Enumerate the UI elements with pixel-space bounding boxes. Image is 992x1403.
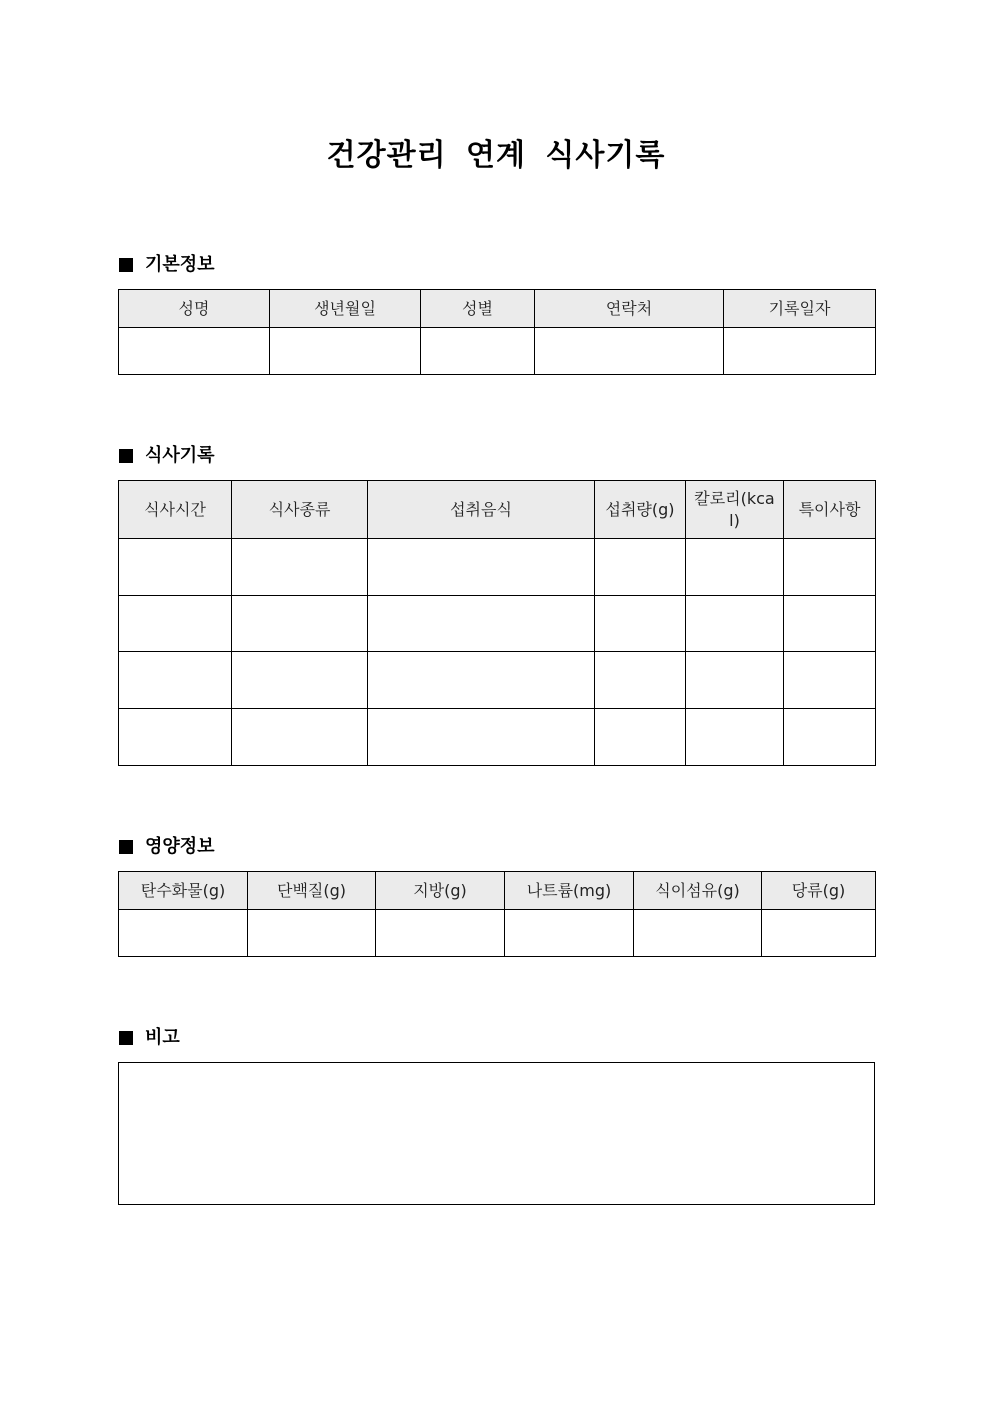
birthdate-field[interactable] <box>270 328 421 375</box>
section-heading-remarks: 비고 <box>145 1027 180 1048</box>
meal-type-field[interactable] <box>232 539 368 596</box>
col-header-record-date: 기록일자 <box>724 290 876 328</box>
section-basic-info <box>119 253 215 277</box>
table-header-row <box>119 872 876 910</box>
table-header-row <box>119 290 876 328</box>
table-header-row <box>119 481 876 539</box>
notes-field[interactable] <box>784 539 876 596</box>
section-nutrition-info <box>119 835 215 859</box>
col-header-meal-type: 식사종류 <box>232 481 368 539</box>
carbohydrate-field[interactable] <box>119 910 248 957</box>
name-field[interactable] <box>119 328 270 375</box>
basic-info-table <box>118 289 876 375</box>
col-header-sugar: 당류(g) <box>762 872 876 910</box>
col-header-protein: 단백질(g) <box>248 872 376 910</box>
black-square-icon <box>119 258 133 272</box>
table-row <box>119 910 876 957</box>
col-header-fiber: 식이섬유(g) <box>634 872 762 910</box>
gender-field[interactable] <box>421 328 535 375</box>
col-header-fat: 지방(g) <box>376 872 505 910</box>
amount-field[interactable] <box>595 539 686 596</box>
amount-field[interactable] <box>595 596 686 652</box>
meal-time-field[interactable] <box>119 709 232 766</box>
col-header-food: 섭취음식 <box>368 481 595 539</box>
calories-field[interactable] <box>686 709 784 766</box>
amount-field[interactable] <box>595 652 686 709</box>
section-meal-record <box>119 444 215 468</box>
table-row <box>119 709 876 766</box>
calories-field[interactable] <box>686 652 784 709</box>
sugar-field[interactable] <box>762 910 876 957</box>
col-header-calories: 칼로리(kcal) <box>686 481 784 539</box>
col-header-amount: 섭취량(g) <box>595 481 686 539</box>
section-remarks <box>119 1026 180 1050</box>
col-header-notes: 특이사항 <box>784 481 876 539</box>
black-square-icon <box>119 840 133 854</box>
meal-type-field[interactable] <box>232 652 368 709</box>
black-square-icon <box>119 1031 133 1045</box>
food-field[interactable] <box>368 539 595 596</box>
food-field[interactable] <box>368 652 595 709</box>
col-header-carbohydrate: 탄수화물(g) <box>119 872 248 910</box>
table-row <box>119 596 876 652</box>
meal-type-field[interactable] <box>232 709 368 766</box>
amount-field[interactable] <box>595 709 686 766</box>
col-header-sodium: 나트륨(mg) <box>505 872 634 910</box>
section-heading-meal-record: 식사기록 <box>145 445 215 466</box>
notes-field[interactable] <box>784 652 876 709</box>
fat-field[interactable] <box>376 910 505 957</box>
table-row <box>119 328 876 375</box>
black-square-icon <box>119 449 133 463</box>
remarks-field[interactable] <box>118 1062 875 1205</box>
page-title: 건강관리 연계 식사기록 <box>326 138 666 173</box>
record-date-field[interactable] <box>724 328 876 375</box>
meal-record-table <box>118 480 876 766</box>
col-header-name: 성명 <box>119 290 270 328</box>
meal-type-field[interactable] <box>232 596 368 652</box>
table-row <box>119 652 876 709</box>
col-header-gender: 성별 <box>421 290 535 328</box>
protein-field[interactable] <box>248 910 376 957</box>
meal-time-field[interactable] <box>119 596 232 652</box>
section-heading-basic-info: 기본정보 <box>145 254 215 275</box>
food-field[interactable] <box>368 596 595 652</box>
notes-field[interactable] <box>784 709 876 766</box>
col-header-meal-time: 식사시간 <box>119 481 232 539</box>
notes-field[interactable] <box>784 596 876 652</box>
section-heading-nutrition-info: 영양정보 <box>145 836 215 857</box>
food-field[interactable] <box>368 709 595 766</box>
col-header-birthdate: 생년월일 <box>270 290 421 328</box>
sodium-field[interactable] <box>505 910 634 957</box>
contact-field[interactable] <box>535 328 724 375</box>
nutrition-info-table <box>118 871 876 957</box>
calories-field[interactable] <box>686 539 784 596</box>
meal-time-field[interactable] <box>119 652 232 709</box>
calories-field[interactable] <box>686 596 784 652</box>
meal-time-field[interactable] <box>119 539 232 596</box>
col-header-contact: 연락처 <box>535 290 724 328</box>
fiber-field[interactable] <box>634 910 762 957</box>
table-row <box>119 539 876 596</box>
